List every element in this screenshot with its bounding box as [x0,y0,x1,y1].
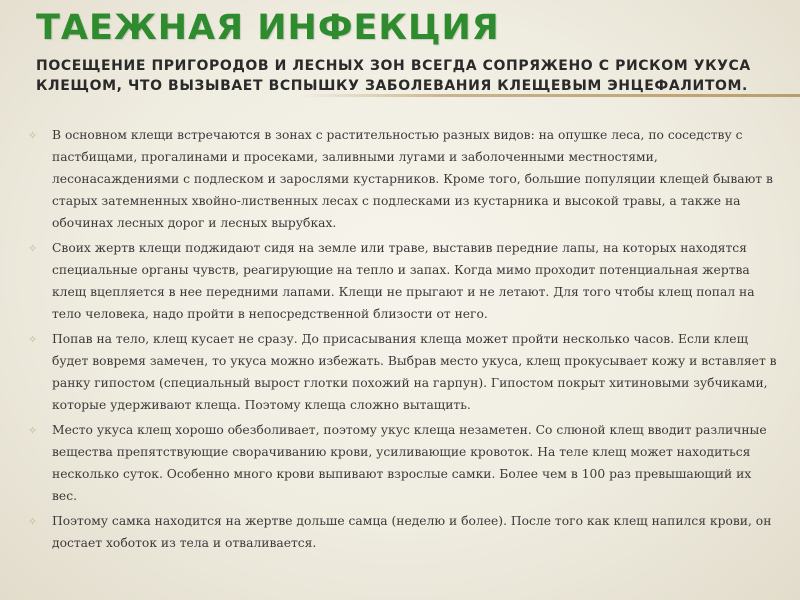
sparkle-bullet-icon: ✧ [28,424,38,437]
title-divider [300,94,800,97]
slide-subtitle: ПОСЕЩЕНИЕ ПРИГОРОДОВ И ЛЕСНЫХ ЗОН ВСЕГДА СОПРЯЖЕНО С РИСКОМ УКУСА КЛЕЩОМ, ЧТО ВЫЗЫВАЕТ ВСПЫШКУ ЗАБОЛЕВАНИЯ КЛЕЩЕВЫМ ЭНЦЕФАЛИТОМ. [36,58,751,94]
slide-title: ТАЕЖНАЯ ИНФЕКЦИЯ [36,8,500,48]
bullet-text: Поэтому самка находится на жертве дольше самца (неделю и более). После того как клещ напился крови, он достает хоботок из тела и отваливается. [52,514,772,550]
bullet-text: Место укуса клещ хорошо обезболивает, поэтому укус клеща незаметен. Со слюной клещ вводит различные вещества препятствующие сворачиванию крови, усиливающие кровоток. На теле клещ может находиться несколько суток. Особенно много крови выпивают взрослые самки. Более чем в 100 раз превышающий их вес. [52,423,767,503]
bullet-text: Своих жертв клещи поджидают сидя на земле или траве, выставив передние лапы, на которых находятся специальные органы чувств, реагирующие на тепло и запах. Когда мимо проходит потенциальная жертва клещ вцепляется в нее передними лапами. Клещи не прыгают и не летают. Для того чтобы клещ попал на тело человека, надо пройти в непосредственной близости от него. [52,241,755,321]
bullet-item-3 [28,328,780,416]
bullet-text: Попав на тело, клещ кусает не сразу. До присасывания клеща может пройти несколько часов. Если клещ будет вовремя замечен, то укуса можно избежать. Выбрав место укуса, клещ прокусывает кожу и вставляет в ранку гипостом (специальный вырост глотки похожий на гарпун). Гипостом покрыт хитиновыми зубчиками, которые удерживают клеща. Поэтому клеща сложно вытащить. [52,332,777,412]
sparkle-bullet-icon: ✧ [28,129,38,142]
sparkle-bullet-icon: ✧ [28,242,38,255]
sparkle-bullet-icon: ✧ [28,333,38,346]
bullet-item-4 [28,419,780,507]
bullet-item-5 [28,510,780,554]
bullet-item-2 [28,237,780,325]
sparkle-bullet-icon: ✧ [28,515,38,528]
bullet-item-1 [28,124,780,234]
bullet-list [28,124,780,557]
bullet-text: В основном клещи встречаются в зонах с растительностью разных видов: на опушке леса, по соседству с пастбищами, прогалинами и просеками, заливными лугами и заболоченными местностями, лесонасаждениями с подлеском и зарослями кустарников. Кроме того, большие популяции клещей бывают в старых затемненных хвойно-лиственных лесах с подлесками из кустарника и высокой травы, а также на обочинах лесных дорог и лесных вырубках. [52,128,773,230]
